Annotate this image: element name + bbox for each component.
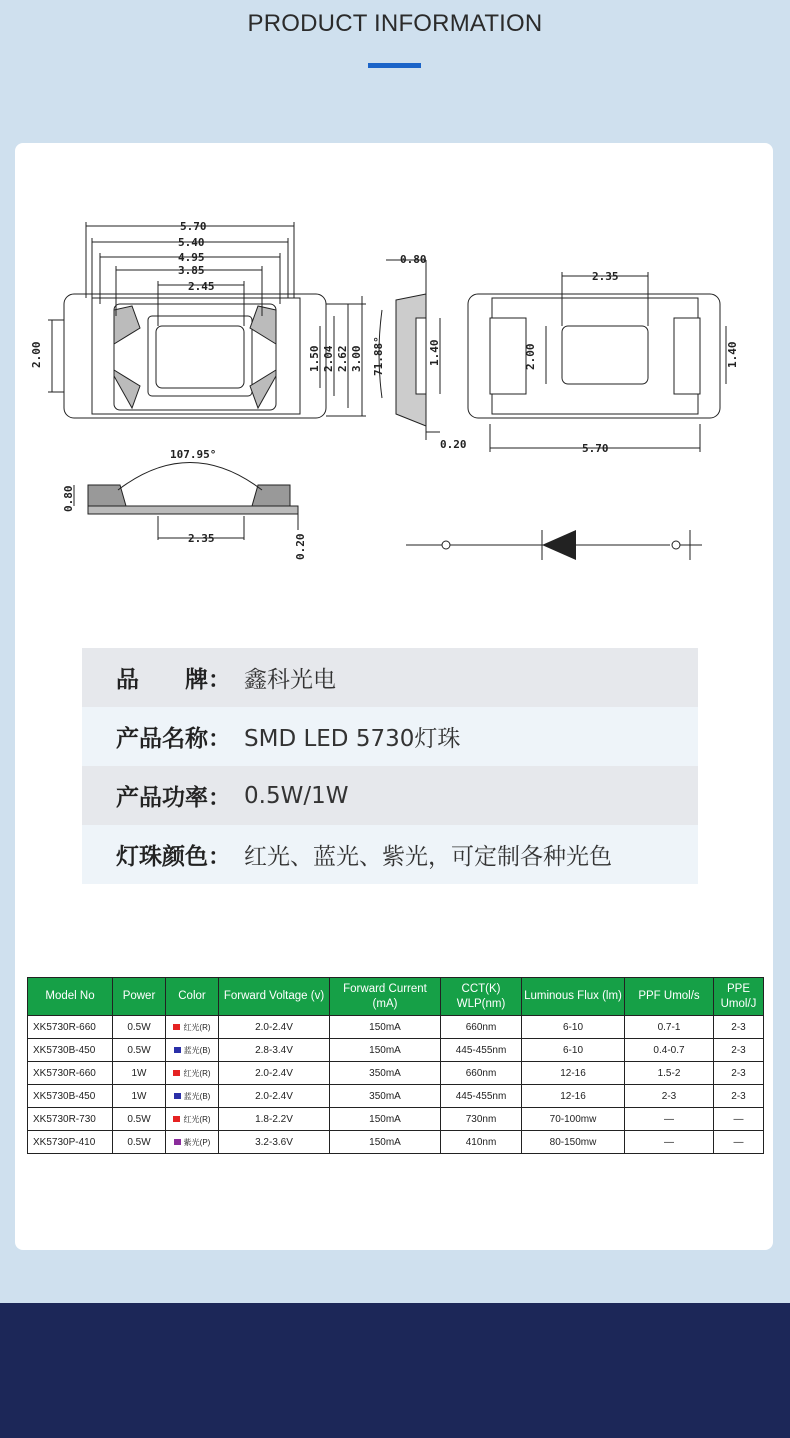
spec-value: 0.5W/1W bbox=[244, 782, 349, 809]
table-cell-power: 1W bbox=[113, 1062, 166, 1085]
spec-label: 产品名称： bbox=[116, 726, 231, 752]
color-label: 红光(R) bbox=[183, 1068, 211, 1078]
spec-row-power bbox=[82, 766, 698, 825]
table-cell-flux: 12-16 bbox=[522, 1085, 625, 1108]
table-cell-flux: 80-150mw bbox=[522, 1131, 625, 1154]
table-cell-wl: 660nm bbox=[441, 1062, 522, 1085]
spec-label: 产品功率： bbox=[116, 785, 231, 811]
color-label: 红光(R) bbox=[183, 1022, 211, 1032]
spec-row-brand bbox=[82, 648, 698, 707]
footer-band bbox=[0, 1303, 790, 1438]
table-cell-power: 0.5W bbox=[113, 1016, 166, 1039]
svg-text:2.35: 2.35 bbox=[592, 270, 619, 283]
table-cell-flux: 6-10 bbox=[522, 1039, 625, 1062]
svg-text:2.45: 2.45 bbox=[188, 280, 215, 293]
table-cell-wl: 445-455nm bbox=[441, 1039, 522, 1062]
title-underline bbox=[368, 63, 421, 68]
svg-text:0.20: 0.20 bbox=[440, 438, 467, 451]
color-label: 紫光(P) bbox=[183, 1137, 211, 1147]
table-cell-color bbox=[166, 1016, 219, 1039]
table-cell-color bbox=[166, 1039, 219, 1062]
svg-text:1.40: 1.40 bbox=[428, 339, 441, 366]
color-label: 蓝光(B) bbox=[183, 1045, 211, 1055]
table-cell-voltage: 3.2-3.6V bbox=[219, 1131, 330, 1154]
table-cell-current: 350mA bbox=[330, 1085, 441, 1108]
spec-label: 灯珠颜色： bbox=[116, 844, 231, 870]
table-cell-model: XK5730B-450 bbox=[28, 1039, 113, 1062]
table-cell-voltage: 1.8-2.2V bbox=[219, 1108, 330, 1131]
table-cell-ppe: — bbox=[714, 1108, 764, 1131]
table-cell-ppf: 0.4-0.7 bbox=[625, 1039, 714, 1062]
svg-text:4.95: 4.95 bbox=[178, 251, 205, 264]
spec-value: 鑫科光电 bbox=[244, 667, 336, 693]
col-header: Color bbox=[166, 978, 219, 1016]
svg-text:5.70: 5.70 bbox=[180, 220, 207, 233]
table-cell-current: 150mA bbox=[330, 1108, 441, 1131]
table-cell-color bbox=[166, 1062, 219, 1085]
table-cell-ppe: 2-3 bbox=[714, 1085, 764, 1108]
spec-table bbox=[82, 648, 698, 884]
svg-text:0.80: 0.80 bbox=[400, 253, 427, 266]
spec-row-color bbox=[82, 825, 698, 884]
col-header: PPE Umol/J bbox=[714, 978, 764, 1016]
color-swatch bbox=[174, 1093, 181, 1099]
parameter-table bbox=[27, 977, 764, 1154]
svg-text:2.00: 2.00 bbox=[30, 341, 43, 368]
table-cell-ppf: 1.5-2 bbox=[625, 1062, 714, 1085]
table-row bbox=[28, 1131, 764, 1154]
col-header: PPF Umol/s bbox=[625, 978, 714, 1016]
table-cell-flux: 12-16 bbox=[522, 1062, 625, 1085]
table-row bbox=[28, 1016, 764, 1039]
svg-text:1.40: 1.40 bbox=[726, 341, 739, 368]
table-row bbox=[28, 1039, 764, 1062]
table-cell-power: 0.5W bbox=[113, 1131, 166, 1154]
table-cell-ppe: — bbox=[714, 1131, 764, 1154]
table-cell-wl: 660nm bbox=[441, 1016, 522, 1039]
table-cell-model: XK5730P-410 bbox=[28, 1131, 113, 1154]
table-cell-color bbox=[166, 1131, 219, 1154]
table-cell-wl: 730nm bbox=[441, 1108, 522, 1131]
svg-text:5.40: 5.40 bbox=[178, 236, 205, 249]
table-row bbox=[28, 1108, 764, 1131]
spec-row-name bbox=[82, 707, 698, 766]
table-cell-current: 150mA bbox=[330, 1039, 441, 1062]
svg-text:0.80: 0.80 bbox=[62, 485, 75, 512]
table-cell-ppf: — bbox=[625, 1131, 714, 1154]
color-label: 红光(R) bbox=[183, 1114, 211, 1124]
color-label: 蓝光(B) bbox=[183, 1091, 211, 1101]
svg-text:71.88°: 71.88° bbox=[372, 336, 385, 376]
svg-text:3.85: 3.85 bbox=[178, 264, 205, 277]
table-cell-power: 0.5W bbox=[113, 1039, 166, 1062]
table-cell-voltage: 2.0-2.4V bbox=[219, 1062, 330, 1085]
table-cell-current: 150mA bbox=[330, 1016, 441, 1039]
table-row bbox=[28, 1062, 764, 1085]
color-swatch bbox=[174, 1047, 181, 1053]
table-cell-power: 1W bbox=[113, 1085, 166, 1108]
table-cell-wl: 445-455nm bbox=[441, 1085, 522, 1108]
table-cell-current: 350mA bbox=[330, 1062, 441, 1085]
svg-text:1.50: 1.50 bbox=[308, 345, 321, 372]
col-header: Forward Voltage (v) bbox=[219, 978, 330, 1016]
color-swatch bbox=[174, 1139, 181, 1145]
table-cell-flux: 70-100mw bbox=[522, 1108, 625, 1131]
table-cell-model: XK5730R-660 bbox=[28, 1016, 113, 1039]
table-cell-color bbox=[166, 1085, 219, 1108]
svg-text:5.70: 5.70 bbox=[582, 442, 609, 455]
table-cell-voltage: 2.8-3.4V bbox=[219, 1039, 330, 1062]
color-swatch bbox=[173, 1024, 180, 1030]
table-cell-ppe: 2-3 bbox=[714, 1039, 764, 1062]
svg-text:107.95°: 107.95° bbox=[170, 448, 217, 461]
table-cell-model: XK5730B-450 bbox=[28, 1085, 113, 1108]
table-cell-current: 150mA bbox=[330, 1131, 441, 1154]
svg-text:2.35: 2.35 bbox=[188, 532, 215, 545]
table-cell-flux: 6-10 bbox=[522, 1016, 625, 1039]
page-title: PRODUCT INFORMATION bbox=[247, 10, 543, 37]
table-cell-ppe: 2-3 bbox=[714, 1016, 764, 1039]
svg-text:2.00: 2.00 bbox=[524, 343, 537, 370]
table-cell-power: 0.5W bbox=[113, 1108, 166, 1131]
svg-text:2.04: 2.04 bbox=[322, 345, 335, 372]
spec-value: 红光、蓝光、紫光，可定制各种光色 bbox=[244, 844, 612, 870]
led-dimension-drawing bbox=[30, 200, 739, 580]
col-header: CCT(K) WLP(nm) bbox=[441, 978, 522, 1016]
table-cell-model: XK5730R-660 bbox=[28, 1062, 113, 1085]
col-header: Power bbox=[113, 978, 166, 1016]
svg-text:3.00: 3.00 bbox=[350, 345, 363, 372]
table-row bbox=[28, 1085, 764, 1108]
svg-text:0.20: 0.20 bbox=[294, 533, 307, 560]
table-cell-ppf: 0.7-1 bbox=[625, 1016, 714, 1039]
spec-label: 品 牌： bbox=[116, 667, 231, 693]
color-swatch bbox=[173, 1070, 180, 1076]
table-cell-color bbox=[166, 1108, 219, 1131]
table-header-row bbox=[28, 978, 764, 1016]
svg-text:2.62: 2.62 bbox=[336, 345, 349, 372]
col-header: Model No bbox=[28, 978, 113, 1016]
col-header: Forward Current (mA) bbox=[330, 978, 441, 1016]
table-cell-voltage: 2.0-2.4V bbox=[219, 1085, 330, 1108]
table-cell-ppf: 2-3 bbox=[625, 1085, 714, 1108]
color-swatch bbox=[173, 1116, 180, 1122]
table-cell-ppe: 2-3 bbox=[714, 1062, 764, 1085]
col-header: Luminous Flux (lm) bbox=[522, 978, 625, 1016]
spec-value: SMD LED 5730灯珠 bbox=[244, 726, 461, 752]
table-cell-voltage: 2.0-2.4V bbox=[219, 1016, 330, 1039]
table-cell-ppf: — bbox=[625, 1108, 714, 1131]
table-cell-model: XK5730R-730 bbox=[28, 1108, 113, 1131]
table-cell-wl: 410nm bbox=[441, 1131, 522, 1154]
